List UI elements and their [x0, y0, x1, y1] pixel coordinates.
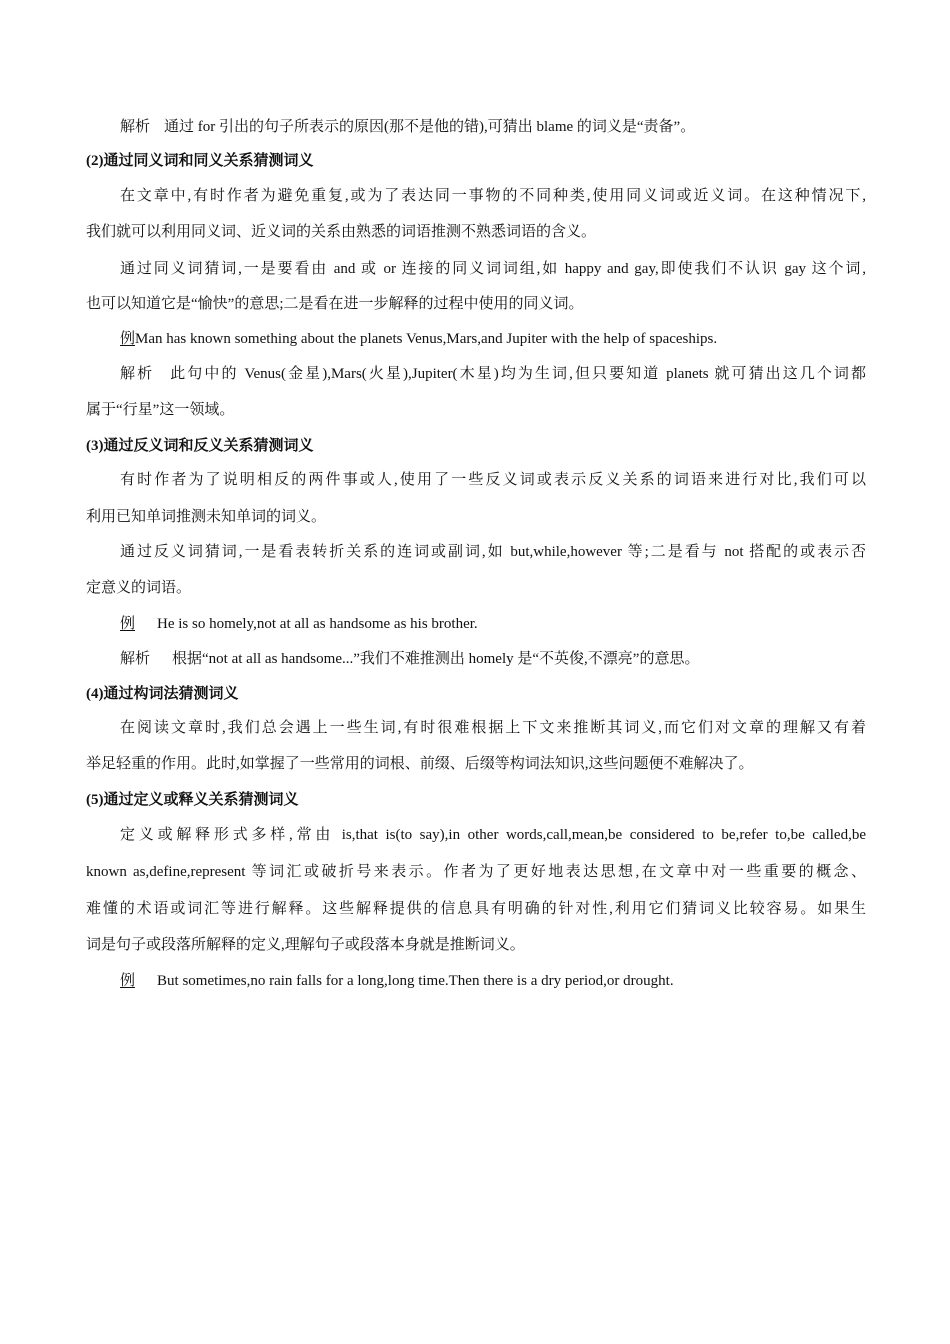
paragraph-3b-line-1: 通过反义词猜词,一是看表转折关系的连词或副词,如 but,while,however 等;二是看与 not 搭配的或表示否: [120, 544, 866, 560]
paragraph-2a-line-2: 我们就可以利用同义词、近义词的关系由熟悉的词语推测不熟悉词语的含义。: [86, 224, 597, 240]
paragraph-2b-line-2: 也可以知道它是“愉快”的意思;二是看在进一步解释的过程中使用的同义词。: [86, 296, 584, 312]
section-heading-2: (2)通过同义词和同义关系猜测词义: [86, 153, 314, 169]
paragraph-3a-line-2: 利用已知单词推测未知单词的词义。: [86, 509, 327, 525]
section-heading-5: (5)通过定义或释义关系猜测词义: [86, 792, 299, 808]
paragraph-3b-line-2: 定意义的词语。: [86, 580, 192, 596]
paragraph-4-line-1: 在阅读文章时,我们总会遇上一些生词,有时很难根据上下文来推断其词义,而它们对文章的理解又有着: [120, 720, 866, 736]
analysis-label: 解析: [120, 119, 151, 135]
analysis-label: 解析: [120, 366, 155, 382]
example-5: [120, 971, 866, 991]
paragraph-4-line-2: 举足轻重的作用。此时,如掌握了一些常用的词根、前缀、后缀等构词法知识,这些问题便不难解决了。: [86, 756, 754, 772]
analysis-line-1: [120, 117, 866, 137]
analysis-text: 通过 for 引出的句子所表示的原因(那不是他的错),可猜出 blame 的词义是“责备”。: [164, 119, 696, 135]
paragraph-5-line-4: 词是句子或段落所解释的定义,理解句子或段落本身就是推断词义。: [86, 937, 525, 953]
example-label: 例: [120, 973, 136, 989]
example-text: He is so homely,not at all as handsome as his brother.: [157, 616, 478, 632]
analysis-text: 此句中的 Venus(金星),Mars(火星),Jupiter(木星)均为生词,但只要知道 planets 就可猜出这几个词都: [168, 366, 866, 382]
analysis-text: 根据“not at all as handsome...”我们不难推测出 homely 是“不英俊,不漂亮”的意思。: [172, 651, 700, 667]
example-3: [120, 614, 866, 634]
example-2: [120, 329, 866, 349]
section-heading-3: (3)通过反义词和反义关系猜测词义: [86, 438, 314, 454]
paragraph-5-line-3: 难懂的术语或词汇等进行解释。这些解释提供的信息具有明确的针对性,利用它们猜词义比较容易。如果生: [86, 901, 866, 917]
example-label: 例: [120, 616, 136, 632]
example-text: Man has known something about the planets Venus,Mars,and Jupiter with the help of spaceships.: [135, 331, 718, 347]
analysis-2-line-1: [120, 364, 866, 384]
analysis-3: [120, 649, 866, 669]
example-label: 例: [120, 331, 136, 347]
paragraph-5-line-2: known as,define,represent 等词汇或破折号来表示。作者为了更好地表达思想,在文章中对一些重要的概念、: [86, 864, 866, 880]
section-heading-4: (4)通过构词法猜测词义: [86, 686, 239, 702]
example-text: But sometimes,no rain falls for a long,long time.Then there is a dry period,or drought.: [157, 973, 674, 989]
paragraph-5-line-1: 定义或解释形式多样,常由 is,that is(to say),in other words,call,mean,be considered to be,refer to,be called,be: [120, 827, 866, 843]
paragraph-3a-line-1: 有时作者为了说明相反的两件事或人,使用了一些反义词或表示反义关系的词语来进行对比,我们可以: [120, 472, 866, 488]
paragraph-2a-line-1: 在文章中,有时作者为避免重复,或为了表达同一事物的不同种类,使用同义词或近义词。在这种情况下,: [120, 188, 866, 204]
analysis-label: 解析: [120, 651, 151, 667]
analysis-2-line-2: 属于“行星”这一领域。: [86, 402, 235, 418]
paragraph-2b-line-1: 通过同义词猜词,一是要看由 and 或 or 连接的同义词词组,如 happy and gay,即使我们不认识 gay 这个词,: [120, 261, 866, 277]
